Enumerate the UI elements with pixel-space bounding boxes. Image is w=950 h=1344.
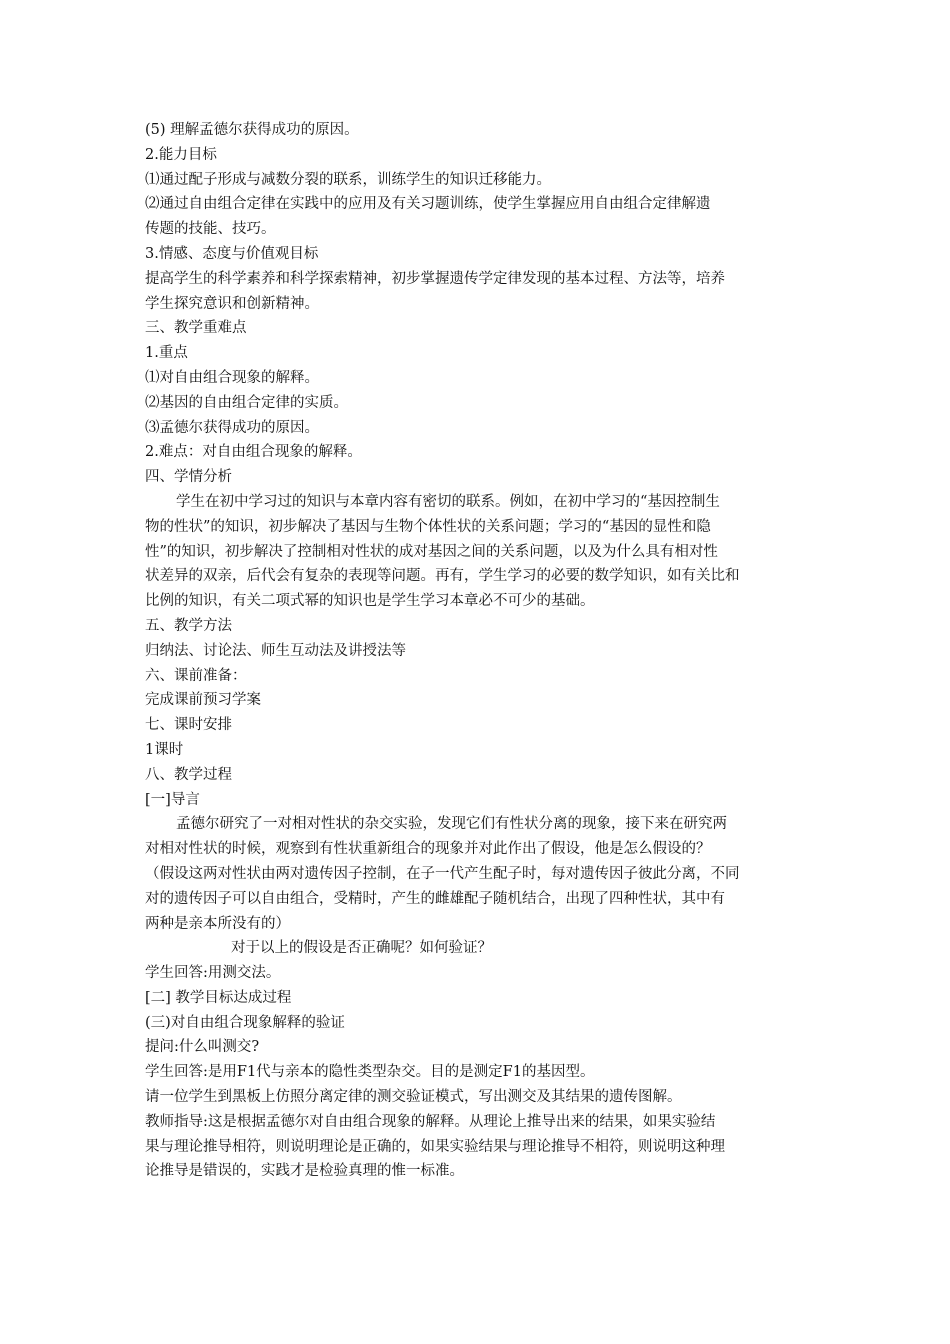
preparation: 完成课前预习学案	[145, 692, 261, 709]
ability-goal-2: ⑵通过自由组合定律在实践中的应用及有关习题训练，使学生掌握应用自由组合定律解遗	[145, 196, 711, 213]
hypothesis-paragraph-cont: 两种是亲本所没有的）	[145, 915, 290, 932]
heading-key-difficulties: 三、教学重难点	[145, 320, 247, 337]
question-testcross: 提问:什么叫测交?	[145, 1039, 260, 1056]
document-page	[145, 118, 810, 1184]
introduction-paragraph-cont: 对相对性状的时候，观察到有性状重新组合的现象并对此作出了假设，他是怎么假设的？	[145, 841, 711, 858]
analysis-paragraph-cont: 物的性状”的知识，初步解决了基因与生物个体性状的关系问题；学习的“基因的显性和隐	[145, 518, 711, 535]
analysis-paragraph-cont: 性”的知识，初步解决了控制相对性状的成对基因之间的关系问题，以及为什么具有相对性	[145, 543, 718, 560]
student-answer-definition: 学生回答:是用F1代与亲本的隐性类型杂交。目的是测定F1的基因型。	[145, 1064, 595, 1081]
teaching-methods: 归纳法、讨论法、师生互动法及讲授法等	[145, 642, 406, 659]
heading-schedule: 七、课时安排	[145, 717, 232, 734]
heading-key-points: 1.重点	[145, 345, 188, 362]
schedule: 1课时	[145, 741, 184, 758]
heading-preparation: 六、课前准备：	[145, 667, 247, 684]
emotion-goal: 提高学生的科学素养和科学探索精神，初步掌握遗传学定律发现的基本过程、方法等，培养	[145, 270, 725, 287]
analysis-paragraph-cont: 状差异的双亲，后代会有复杂的表现等问题。再有，学生学习的必要的数学知识，如有关比和	[145, 568, 740, 585]
difficulty: 2.难点：对自由组合现象的解释。	[145, 444, 362, 461]
analysis-paragraph: 学生在初中学习过的知识与本章内容有密切的联系。例如，在初中学习的“基因控制生	[176, 493, 720, 510]
heading-introduction: [一]导言	[145, 791, 200, 808]
heading-ability-goals: 2.能力目标	[145, 146, 217, 163]
ability-goal-1: ⑴通过配子形成与减数分裂的联系，训练学生的知识迁移能力。	[145, 171, 551, 188]
heading-goal-process: [二] 教学目标达成过程	[145, 989, 292, 1006]
analysis-paragraph-cont: 比例的知识，有关二项式幂的知识也是学生学习本章必不可少的基础。	[145, 593, 595, 610]
student-answer-testcross: 学生回答:用测交法。	[145, 965, 281, 982]
key-point-1: ⑴对自由组合现象的解释。	[145, 369, 319, 386]
heading-verification: (三)对自由组合现象解释的验证	[145, 1014, 345, 1031]
teacher-guidance: 教师指导:这是根据孟德尔对自由组合现象的解释。从理论上推导出来的结果，如果实验结	[145, 1113, 716, 1130]
key-point-2: ⑵基因的自由组合定律的实质。	[145, 394, 348, 411]
introduction-paragraph: 孟德尔研究了一对相对性状的杂交实验，发现它们有性状分离的现象，接下来在研究两	[176, 816, 727, 833]
teacher-guidance-cont: 论推导是错误的，实践才是检验真理的惟一标准。	[145, 1163, 464, 1180]
hypothesis-paragraph-cont: 对的遗传因子可以自由组合，受精时，产生的雌雄配子随机结合，出现了四种性状，其中有	[145, 890, 725, 907]
heading-teaching-process: 八、教学过程	[145, 766, 232, 783]
heading-student-analysis: 四、学情分析	[145, 469, 232, 486]
key-point-3: ⑶孟德尔获得成功的原因。	[145, 419, 319, 436]
verification-question: 对于以上的假设是否正确呢？如何验证？	[231, 940, 492, 957]
blackboard-task: 请一位学生到黑板上仿照分离定律的测交验证模式，写出测交及其结果的遗传图解。	[145, 1089, 682, 1106]
ability-goal-2-cont: 传题的技能、技巧。	[145, 221, 276, 238]
heading-emotion-goals: 3.情感、态度与价值观目标	[145, 245, 319, 262]
hypothesis-paragraph: （假设这两对性状由两对遗传因子控制，在子一代产生配子时，每对遗传因子彼此分离，不同	[145, 865, 740, 882]
teacher-guidance-cont: 果与理论推导相符，则说明理论是正确的，如果实验结果与理论推导不相符，则说明这种理	[145, 1138, 725, 1155]
objective-5: (5) 理解孟德尔获得成功的原因。	[145, 122, 359, 138]
emotion-goal-cont: 学生探究意识和创新精神。	[145, 295, 319, 312]
heading-teaching-methods: 五、教学方法	[145, 617, 232, 634]
